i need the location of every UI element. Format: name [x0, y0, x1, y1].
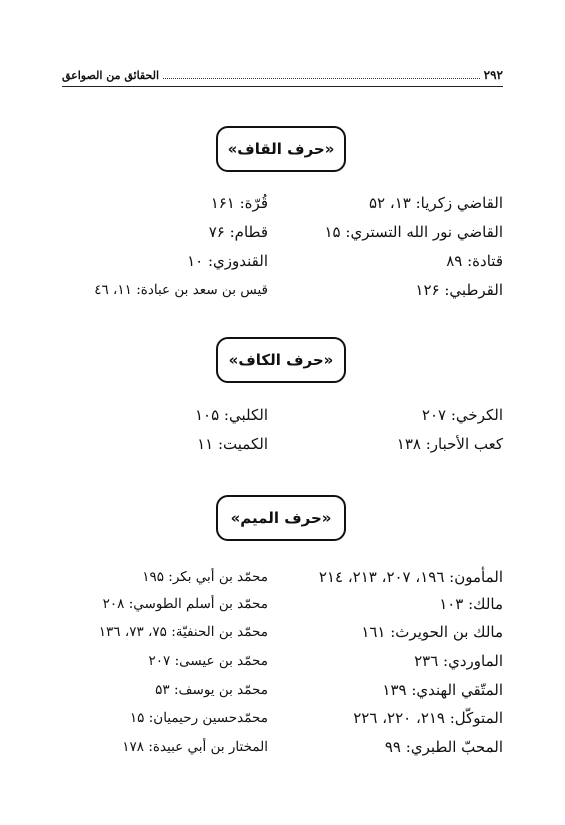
running-title: الحقائق من الصواعق — [62, 68, 160, 82]
index-entry: قُرّة: ۱۶۱ — [210, 194, 268, 212]
index-entry: القاضي نور الله التستري: ۱۵ — [324, 223, 503, 241]
index-entry: الكرخي: ۲۰۷ — [421, 406, 503, 424]
index-entry: مالك بن الحويرث: ۱٦۱ — [361, 623, 503, 641]
index-entry: المتوكّل: ۲۱۹، ۲۲۰، ۲۲٦ — [353, 709, 503, 727]
section-title-mim: «حرف الميم» — [216, 495, 346, 541]
index-entry: قطام: ۷۶ — [208, 223, 268, 241]
header-leader-dots — [163, 78, 480, 79]
index-entry: القندوزي: ۱۰ — [187, 252, 268, 270]
index-entry: المحبّ الطبري: ۹۹ — [384, 738, 503, 756]
index-entry: محمّد بن أسلم الطوسي: ۲۰۸ — [102, 596, 268, 612]
index-entry: الكلبي: ۱۰۵ — [194, 406, 268, 424]
section-title-kaf: «حرف الكاف» — [216, 337, 346, 383]
index-entry: المأمون: ۱۹٦، ۲۰۷، ۲۱۳، ۲۱٤ — [318, 568, 503, 586]
index-entry: محمّد بن عيسى: ۲۰۷ — [148, 653, 268, 669]
index-entry: محمّد بن يوسف: ۵۳ — [155, 682, 268, 698]
index-entry: القرطبي: ۱۲۶ — [415, 281, 503, 299]
index-entry: كعب الأحبار: ۱۳۸ — [396, 435, 503, 453]
index-entry: المختار بن أبي عبيدة: ۱۷۸ — [122, 739, 268, 755]
page-number: ۲۹۲ — [483, 68, 503, 82]
index-entry: محمّد بن الحنفيّة: ۷۵، ۷۳، ۱۳٦ — [98, 624, 268, 640]
section-title-qaf: «حرف القاف» — [216, 126, 346, 172]
index-entry: القاضي زكريا: ۱۳، ۵۲ — [369, 194, 503, 212]
index-entry: قيس بن سعد بن عبادة: ۱۱، ٤٦ — [94, 282, 268, 298]
index-entry: مالك: ۱۰۳ — [439, 595, 503, 613]
index-entry: محمّدحسين رحيميان: ۱۵ — [129, 710, 268, 726]
index-entry: قتادة: ۸۹ — [446, 252, 503, 270]
index-entry: الماوردي: ۲۳٦ — [414, 652, 503, 670]
index-entry: الكميت: ۱۱ — [197, 435, 268, 453]
running-header — [62, 66, 503, 84]
header-rule — [62, 86, 503, 87]
index-entry: المتّقي الهندي: ۱۳۹ — [382, 681, 503, 699]
index-entry: محمّد بن أبي بكر: ۱۹۵ — [142, 569, 268, 585]
